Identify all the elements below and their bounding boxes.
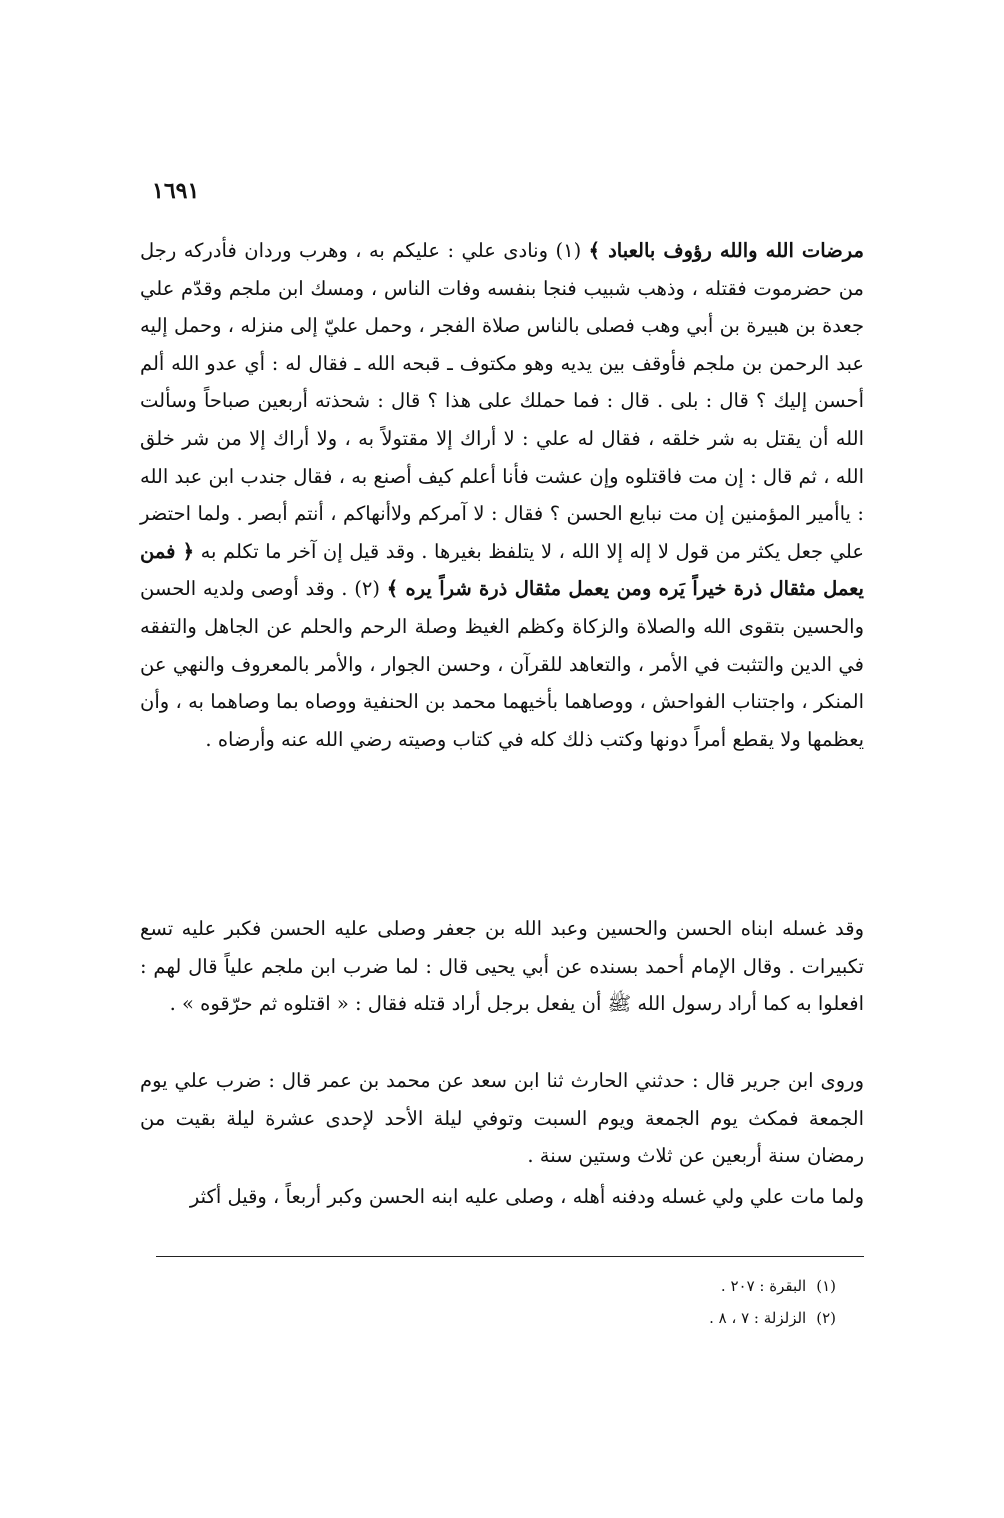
quran-verse: مرضات الله والله رؤوف بالعباد ﴾	[588, 239, 864, 262]
quran-verse: ﴿ فمن يعمل مثقال ذرة خيراً يَره ومن يعمل مثقال ذرة شراً يره ﴾	[140, 539, 864, 601]
body-paragraph-3	[140, 1062, 864, 1175]
body-paragraph-1	[140, 232, 864, 758]
page-number: ١٦٩١	[152, 178, 200, 204]
footnote-text: البقرة : ٢٠٧ .	[720, 1277, 807, 1295]
body-paragraph-2	[140, 910, 864, 1023]
footnote-number: (٢)	[816, 1309, 836, 1327]
footnote-1	[709, 1270, 836, 1302]
footnote-2	[709, 1302, 836, 1334]
footnotes	[709, 1270, 836, 1334]
body-text: (٢) . وقد أوصى ولديه الحسن والحسين بتقوى الله والصلاة والزكاة وكظم الغيظ وصلة الرحم والحلم عن الجاهل والتفقه في الدين والتثبت في الأمر ، والتعاهد للقرآن ، وحسن الجوار ، والأمر بالمعروف والنهي عن المنكر ، واجتناب الفواحش ، ووصاهما بأخيهما محمد بن الحنفية ووصاه بما وصاهما به ، وأن يعظمها ولا يقطع أمراً دونها وكتب ذلك كله في كتاب وصيته رضي الله عنه وأرضاه .	[140, 577, 864, 751]
footnote-text: الزلزلة : ٧ ، ٨ .	[709, 1309, 807, 1327]
body-paragraph-4	[140, 1178, 864, 1216]
footnote-divider	[156, 1256, 864, 1257]
body-text: ولما مات علي ولي غسله ودفنه أهله ، وصلى عليه ابنه الحسن وكبر أربعاً ، وقيل أكثر	[189, 1185, 864, 1208]
body-text: (١) ونادى علي : عليكم به ، وهرب وردان فأدركه رجل من حضرموت فقتله ، وذهب شبيب فنجا بنفسه وفات الناس ، ومسك ابن ملجم وقدّم علي جعدة بن هبيرة بن أبي وهب فصلى بالناس صلاة الفجر ، وحمل عليّ إلى منزله ، وحمل إليه عبد الرحمن بن ملجم فأوقف بين يديه وهو مكتوف ـ قبحه الله ـ فقال له : أي عدو الله ألم أحسن إليك ؟ قال : بلى . قال : فما حملك على هذا ؟ قال : شحذته أربعين صباحاً وسألت الله أن يقتل به شر خلقه ، فقال له علي : لا أراك إلا مقتولاً به ، ولا أراك إلا من شر خلق الله ، ثم قال : إن مت فاقتلوه وإن عشت فأنا أعلم كيف أصنع به ، فقال جندب ابن عبد الله : ياأمير المؤمنين إن مت نبايع الحسن ؟ فقال : لا آمركم ولاأنهاكم ، أنتم أبصر . ولما احتضر علي جعل يكثر من قول لا إله إلا الله ، لا يتلفظ بغيرها . وقد قيل إن آخر ما تكلم به	[140, 239, 864, 563]
footnote-number: (١)	[816, 1277, 836, 1295]
body-text: وروى ابن جرير قال : حدثني الحارث ثنا ابن سعد عن محمد بن عمر قال : ضرب علي يوم الجمعة فمكث يوم الجمعة ويوم السبت وتوفي ليلة الأحد لإحدى عشرة ليلة بقيت من رمضان سنة أربعين عن ثلاث وستين سنة .	[140, 1069, 864, 1168]
body-text: وقد غسله ابناه الحسن والحسين وعبد الله بن جعفر وصلى عليه الحسن فكبر عليه تسع تكبيرات . وقال الإمام أحمد بسنده عن أبي يحيى قال : لما ضرب ابن ملجم علياً قال لهم : افعلوا به كما أراد رسول الله ﷺ أن يفعل برجل أراد قتله فقال : « اقتلوه ثم حرّقوه » .	[140, 917, 864, 1016]
